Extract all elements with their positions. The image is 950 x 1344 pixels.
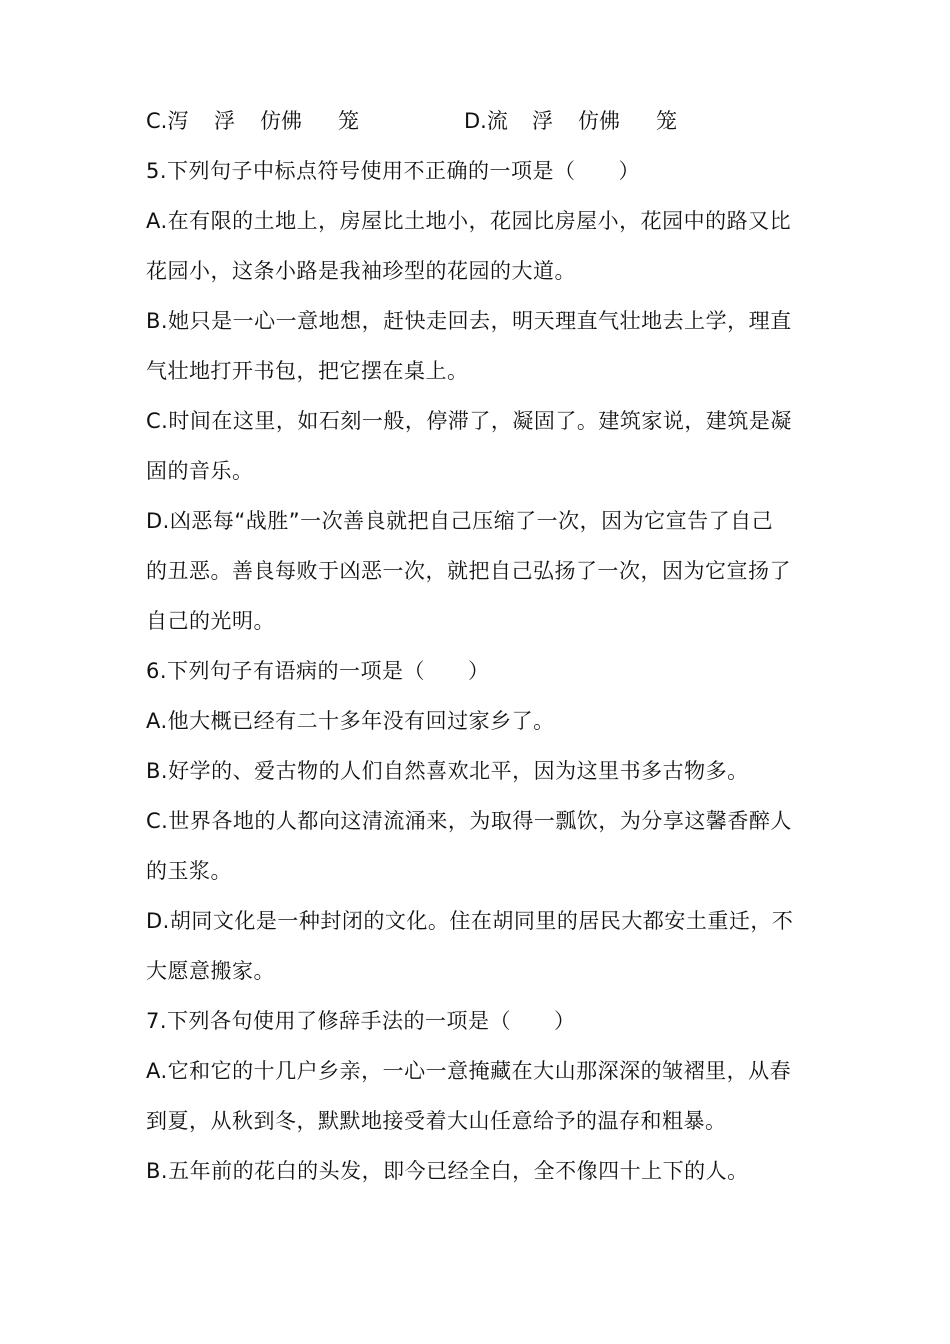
option-d xyxy=(464,96,782,146)
question-7-option-a-line-2: 到夏，从秋到冬，默默地接受着大山任意给予的温存和粗暴。 xyxy=(146,1109,727,1133)
question-6-option-c-line-1: C.世界各地的人都向这清流涌来，为取得一瓢饮，为分享这馨香醉人 xyxy=(146,809,792,833)
question-5-option-a-line-2: 花园小，这条小路是我袖珍型的花园的大道。 xyxy=(146,259,576,283)
option-d-word-2: 浮 xyxy=(532,109,553,133)
question-6-option-c-line-2: 的玉浆。 xyxy=(146,859,232,883)
question-5-option-d-line-1: D.凶恶每“战胜”一次善良就把自己压缩了一次，因为它宣告了自己 xyxy=(146,509,774,533)
question-6-option-d-line-1: D.胡同文化是一种封闭的文化。住在胡同里的居民大都安土重迁，不 xyxy=(146,909,794,933)
question-5-stem: 5.下列句子中标点符号使用不正确的一项是（ ） xyxy=(146,159,641,183)
question-5-option-d-line-3: 自己的光明。 xyxy=(146,609,275,633)
question-7-stem: 7.下列各句使用了修辞手法的一项是（ ） xyxy=(146,1009,576,1033)
question-5-option-b-line-1: B.她只是一心一意地想，赶快走回去，明天理直气壮地去上学，理直 xyxy=(146,309,792,333)
option-d-word-1: D.流 xyxy=(464,109,508,133)
option-c-word-3: 仿佛 xyxy=(260,109,302,133)
question-5-option-c-line-2: 固的音乐。 xyxy=(146,459,254,483)
question-6-option-d-line-2: 大愿意搬家。 xyxy=(146,959,275,983)
question-6-option-a: A.他大概已经有二十多年没有回过家乡了。 xyxy=(146,709,555,733)
question-5-option-d-line-2: 的丑恶。善良每败于凶恶一次，就把自己弘扬了一次，因为它宣扬了 xyxy=(146,559,791,583)
question-6-stem: 6.下列句子有语病的一项是（ ） xyxy=(146,659,490,683)
option-c-word-1: C.泻 xyxy=(146,109,189,133)
question-5-option-a-line-1: A.在有限的土地上，房屋比土地小，花园比房屋小，花园中的路又比 xyxy=(146,209,792,233)
question-7-option-b: B.五年前的花白的头发，即今已经全白，全不像四十上下的人。 xyxy=(146,1159,749,1183)
question-7-option-a-line-1: A.它和它的十几户乡亲，一心一意掩藏在大山那深深的皱褶里，从春 xyxy=(146,1059,792,1083)
option-c-word-4: 笼 xyxy=(338,109,359,133)
question-4-options-cd xyxy=(146,96,818,146)
question-5-option-c-line-1: C.时间在这里，如石刻一般，停滞了，凝固了。建筑家说，建筑是凝 xyxy=(146,409,792,433)
question-6-option-b: B.好学的、爱古物的人们自然喜欢北平，因为这里书多古物多。 xyxy=(146,759,749,783)
option-d-word-4: 笼 xyxy=(656,109,677,133)
option-d-word-3: 仿佛 xyxy=(578,109,620,133)
question-5-option-b-line-2: 气壮地打开书包，把它摆在桌上。 xyxy=(146,359,469,383)
option-c-word-2: 浮 xyxy=(214,109,235,133)
document-content xyxy=(146,96,818,1196)
option-c xyxy=(146,96,464,146)
